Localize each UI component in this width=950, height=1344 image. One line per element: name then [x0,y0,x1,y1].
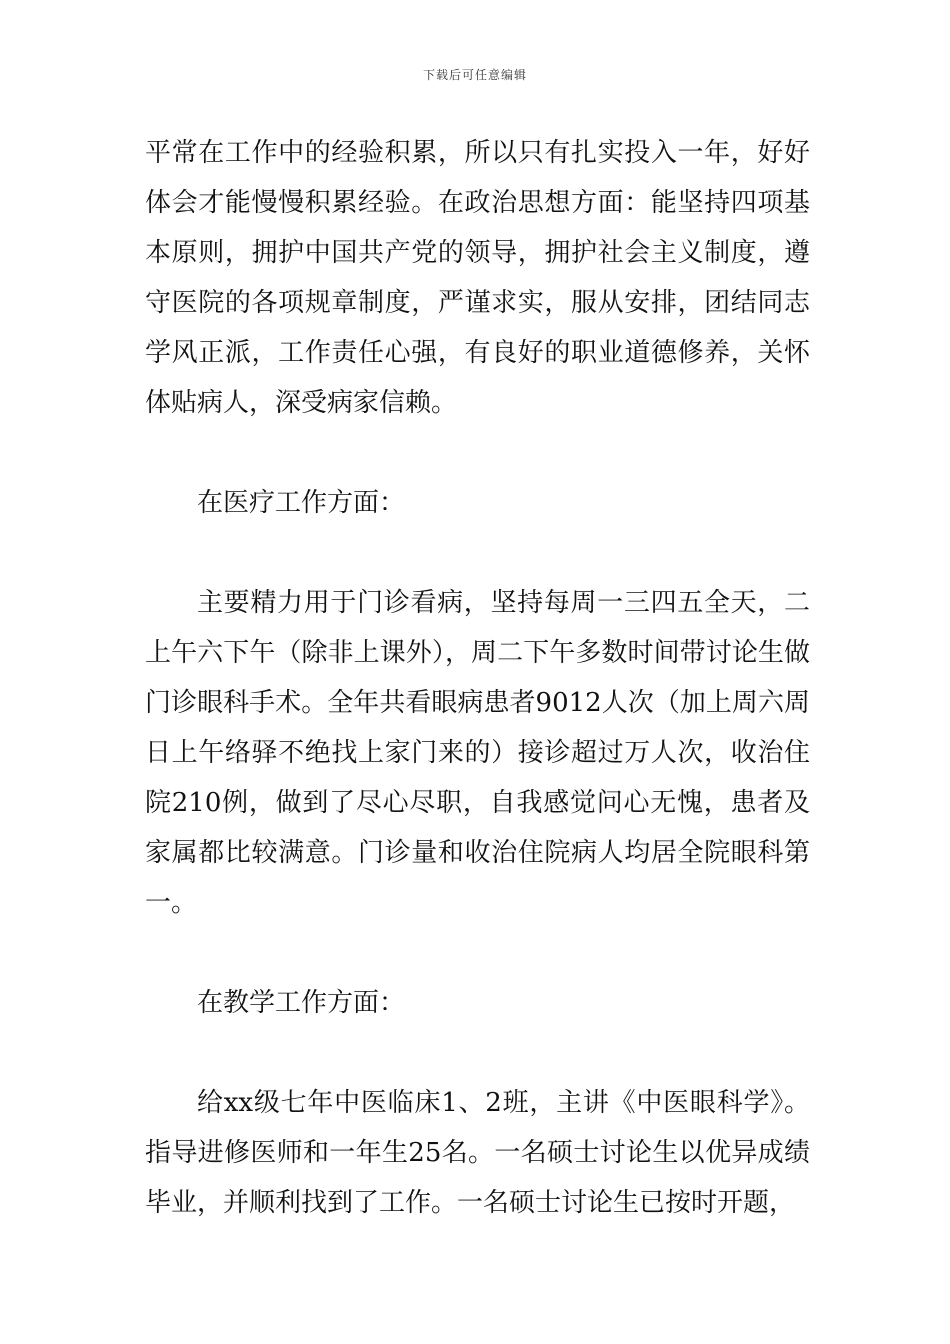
header-note: 下载后可任意编辑 [422,68,527,82]
section-heading-medical: 在医疗工作方面： [197,488,406,518]
document-body [145,128,810,1228]
paragraph-teaching: 给xx级七年中医临床1、2班，主讲《中医眼科学》。指导进修医师和一年生25名。一名硕士讨论生以优异成绩毕业，并顺利找到了工作。一名硕士讨论生已按时开题， [145,1088,810,1218]
section-heading-teaching: 在教学工作方面： [197,988,406,1018]
paragraph-medical: 主要精力用于门诊看病，坚持每周一三四五全天，二上午六下午（除非上课外），周二下午多数时间带讨论生做门诊眼科手术。全年共看眼病患者9012人次（加上周六周日上午络驿不绝找上家门来的）接诊超过万人次，收治住院210例，做到了尽心尽职，自我感觉问心无愧，患者及家属都比较满意。门诊量和收治住院病人均居全院眼科第一。 [145,588,810,918]
paragraph-political: 平常在工作中的经验积累，所以只有扎实投入一年，好好体会才能慢慢积累经验。在政治思想方面：能坚持四项基本原则，拥护中国共产党的领导，拥护社会主义制度，遵守医院的各项规章制度，严谨求实，服从安排，团结同志学风正派，工作责任心强，有良好的职业道德修养，关怀体贴病人，深受病家信赖。 [145,138,810,418]
